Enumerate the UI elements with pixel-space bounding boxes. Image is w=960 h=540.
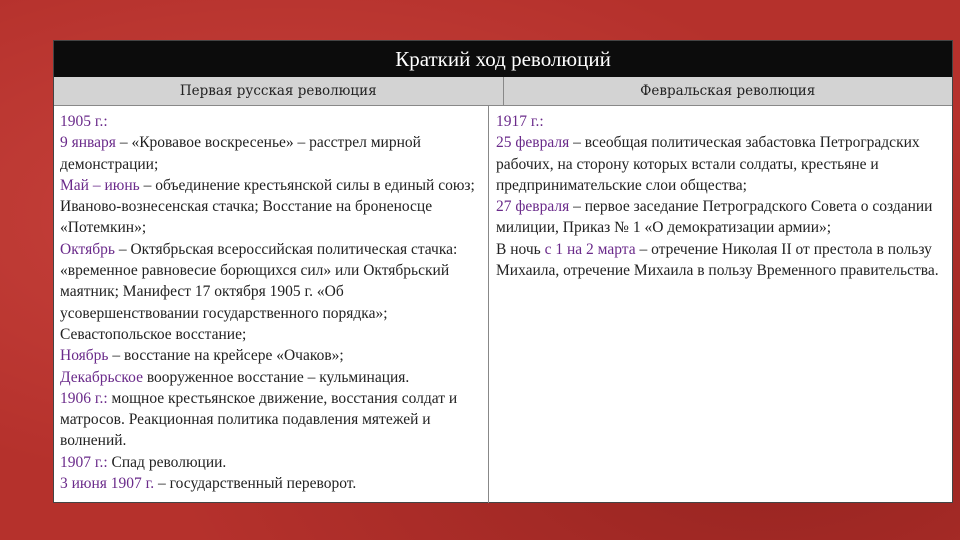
event-27-february [496, 196, 948, 239]
event-text: – отречение Николая II от престола в пользу Михаила, отречение Михаила в пользу Временного правительства. [496, 240, 939, 280]
header-february-revolution: Февральская революция [503, 77, 953, 105]
event-date: 27 февраля [496, 198, 570, 216]
event-date: Октябрь [60, 240, 115, 258]
event-1907 [60, 452, 484, 473]
event-text: – восстание на крейсере «Очаков»; [108, 347, 344, 365]
event-october [60, 239, 484, 345]
event-text: вооруженное восстание – кульминация. [142, 368, 410, 386]
event-date: Май – июнь [60, 176, 140, 194]
event-25-february [496, 132, 948, 196]
event-date: 9 января [60, 134, 116, 152]
event-december [60, 367, 484, 388]
event-3-june-1907 [60, 473, 484, 494]
event-may-june [60, 175, 484, 239]
event-text: – всеобщая политическая забастовка Петроградских рабочих, на сторону которых встали солдаты, крестьяне и предпринимательские слои общества; [496, 134, 920, 194]
event-1917 [496, 111, 948, 132]
event-text: – объединение крестьянской силы в единый союз; Иваново-вознесенская стачка; Восстание на броненосце «Потемкин»; [60, 176, 475, 237]
event-date: с 1 на 2 марта [544, 240, 636, 258]
event-text: – первое заседание Петроградского Совета о создании милиции, Приказ № 1 «О демократизации армии»; [496, 198, 933, 237]
event-date: 1907 г.: [60, 453, 108, 471]
event-prefix: В ночь [496, 240, 545, 258]
event-date: Декабрьское [60, 368, 143, 386]
february-revolution-events [489, 106, 952, 503]
event-november [60, 345, 484, 366]
table-body [54, 106, 952, 503]
event-date: 1905 г.: [60, 113, 108, 130]
event-9-january [60, 132, 484, 175]
event-date: 1906 г.: [60, 389, 108, 407]
event-text: – «Кровавое воскресенье» – расстрел мирной демонстрации; [60, 134, 421, 173]
header-first-revolution: Первая русская революция [179, 83, 377, 99]
event-text: Спад революции. [107, 453, 227, 471]
event-date: Ноябрь [60, 347, 109, 365]
event-text: мощное крестьянское движение, восстания солдат и матросов. Реакционная политика подавления мятежей и волнений. [60, 389, 458, 450]
event-date: 1917 г.: [496, 113, 544, 130]
table-title: Краткий ход революций [54, 41, 952, 77]
event-1906 [60, 388, 484, 452]
event-text: – государственный переворот. [154, 475, 357, 493]
event-date: 25 февраля [496, 134, 570, 152]
event-1905 [60, 111, 484, 132]
first-revolution-events [54, 106, 489, 503]
event-date: 3 июня 1907 г. [60, 475, 155, 493]
event-1-2-march [496, 239, 948, 282]
event-text: – Октябрьская всероссийская политическая стачка: «временное равновесие борющихся сил» или Октябрьский маятник; Манифест 17 октября 1905 г. «Об усовершенствовании государственного порядка»; Севастопольское восстание; [60, 240, 458, 343]
revolutions-table [53, 40, 953, 503]
column-headers [54, 77, 952, 106]
